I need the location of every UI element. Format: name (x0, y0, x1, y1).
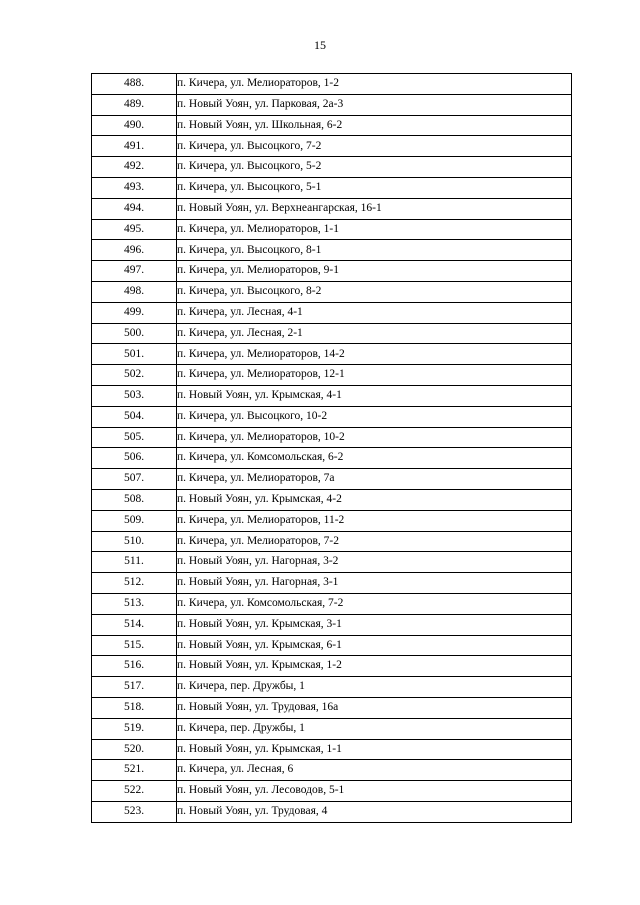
row-number: 520. (92, 739, 177, 760)
table-row (92, 781, 572, 802)
address-table-body (92, 74, 572, 823)
table-row (92, 573, 572, 594)
row-number: 523. (92, 801, 177, 822)
table-row (92, 531, 572, 552)
row-number: 515. (92, 635, 177, 656)
row-number: 488. (92, 74, 177, 95)
row-address: п. Кичера, ул. Мелиораторов, 1-1 (177, 219, 572, 240)
table-row (92, 240, 572, 261)
row-number: 506. (92, 448, 177, 469)
row-number: 499. (92, 302, 177, 323)
table-row (92, 344, 572, 365)
row-number: 510. (92, 531, 177, 552)
row-number: 490. (92, 115, 177, 136)
row-number: 508. (92, 489, 177, 510)
row-address: п. Новый Уоян, ул. Нагорная, 3-1 (177, 573, 572, 594)
table-row (92, 427, 572, 448)
row-address: п. Кичера, ул. Мелиораторов, 14-2 (177, 344, 572, 365)
row-number: 503. (92, 385, 177, 406)
row-address: п. Новый Уоян, ул. Крымская, 3-1 (177, 614, 572, 635)
row-address: п. Новый Уоян, ул. Парковая, 2а-3 (177, 94, 572, 115)
row-address: п. Новый Уоян, ул. Нагорная, 3-2 (177, 552, 572, 573)
row-number: 498. (92, 281, 177, 302)
row-number: 513. (92, 593, 177, 614)
table-row (92, 74, 572, 95)
table-row (92, 281, 572, 302)
row-address: п. Кичера, ул. Мелиораторов, 1-2 (177, 74, 572, 95)
row-address: п. Новый Уоян, ул. Школьная, 6-2 (177, 115, 572, 136)
table-row (92, 365, 572, 386)
table-row (92, 94, 572, 115)
row-number: 491. (92, 136, 177, 157)
row-address: п. Кичера, пер. Дружбы, 1 (177, 677, 572, 698)
row-address: п. Кичера, ул. Мелиораторов, 11-2 (177, 510, 572, 531)
table-row (92, 136, 572, 157)
table-row (92, 198, 572, 219)
row-number: 492. (92, 157, 177, 178)
row-number: 504. (92, 406, 177, 427)
table-row (92, 656, 572, 677)
table-row (92, 760, 572, 781)
row-number: 519. (92, 718, 177, 739)
row-number: 495. (92, 219, 177, 240)
row-number: 507. (92, 469, 177, 490)
row-number: 497. (92, 261, 177, 282)
row-address: п. Новый Уоян, ул. Крымская, 4-1 (177, 385, 572, 406)
table-row (92, 593, 572, 614)
row-address: п. Кичера, ул. Высоцкого, 7-2 (177, 136, 572, 157)
row-address: п. Кичера, ул. Высоцкого, 5-1 (177, 177, 572, 198)
table-row (92, 261, 572, 282)
row-address: п. Новый Уоян, ул. Крымская, 1-1 (177, 739, 572, 760)
row-address: п. Новый Уоян, ул. Лесоводов, 5-1 (177, 781, 572, 802)
table-row (92, 510, 572, 531)
table-row (92, 739, 572, 760)
row-address: п. Новый Уоян, ул. Трудовая, 16а (177, 697, 572, 718)
row-number: 500. (92, 323, 177, 344)
row-address: п. Кичера, ул. Лесная, 4-1 (177, 302, 572, 323)
row-address: п. Новый Уоян, ул. Трудовая, 4 (177, 801, 572, 822)
row-address: п. Новый Уоян, ул. Крымская, 6-1 (177, 635, 572, 656)
row-address: п. Кичера, ул. Высоцкого, 8-1 (177, 240, 572, 261)
row-number: 502. (92, 365, 177, 386)
row-address: п. Кичера, ул. Мелиораторов, 12-1 (177, 365, 572, 386)
row-number: 511. (92, 552, 177, 573)
table-row (92, 801, 572, 822)
row-address: п. Кичера, ул. Комсомольская, 6-2 (177, 448, 572, 469)
row-number: 512. (92, 573, 177, 594)
row-address: п. Новый Уоян, ул. Крымская, 4-2 (177, 489, 572, 510)
table-row (92, 115, 572, 136)
row-address: п. Кичера, ул. Комсомольская, 7-2 (177, 593, 572, 614)
table-row (92, 448, 572, 469)
row-number: 496. (92, 240, 177, 261)
row-number: 494. (92, 198, 177, 219)
table-row (92, 385, 572, 406)
table-row (92, 718, 572, 739)
address-table (91, 73, 572, 823)
table-row (92, 677, 572, 698)
table-row (92, 177, 572, 198)
row-number: 505. (92, 427, 177, 448)
row-address: п. Новый Уоян, ул. Верхнеангарская, 16-1 (177, 198, 572, 219)
table-row (92, 302, 572, 323)
table-row (92, 635, 572, 656)
table-row (92, 697, 572, 718)
row-address: п. Кичера, ул. Высоцкого, 8-2 (177, 281, 572, 302)
row-address: п. Кичера, ул. Мелиораторов, 9-1 (177, 261, 572, 282)
row-address: п. Кичера, ул. Мелиораторов, 7а (177, 469, 572, 490)
table-row (92, 552, 572, 573)
row-address: п. Кичера, ул. Мелиораторов, 10-2 (177, 427, 572, 448)
row-number: 522. (92, 781, 177, 802)
row-number: 517. (92, 677, 177, 698)
table-row (92, 614, 572, 635)
table-row (92, 219, 572, 240)
row-number: 514. (92, 614, 177, 635)
row-address: п. Кичера, ул. Мелиораторов, 7-2 (177, 531, 572, 552)
row-number: 518. (92, 697, 177, 718)
row-number: 516. (92, 656, 177, 677)
row-number: 489. (92, 94, 177, 115)
row-address: п. Кичера, ул. Высоцкого, 10-2 (177, 406, 572, 427)
row-address: п. Новый Уоян, ул. Крымская, 1-2 (177, 656, 572, 677)
table-row (92, 489, 572, 510)
row-number: 493. (92, 177, 177, 198)
row-address: п. Кичера, ул. Высоцкого, 5-2 (177, 157, 572, 178)
page-number: 15 (314, 38, 326, 52)
row-address: п. Кичера, пер. Дружбы, 1 (177, 718, 572, 739)
row-number: 509. (92, 510, 177, 531)
table-row (92, 323, 572, 344)
table-row (92, 469, 572, 490)
row-address: п. Кичера, ул. Лесная, 6 (177, 760, 572, 781)
row-number: 501. (92, 344, 177, 365)
row-address: п. Кичера, ул. Лесная, 2-1 (177, 323, 572, 344)
table-row (92, 406, 572, 427)
table-row (92, 157, 572, 178)
row-number: 521. (92, 760, 177, 781)
